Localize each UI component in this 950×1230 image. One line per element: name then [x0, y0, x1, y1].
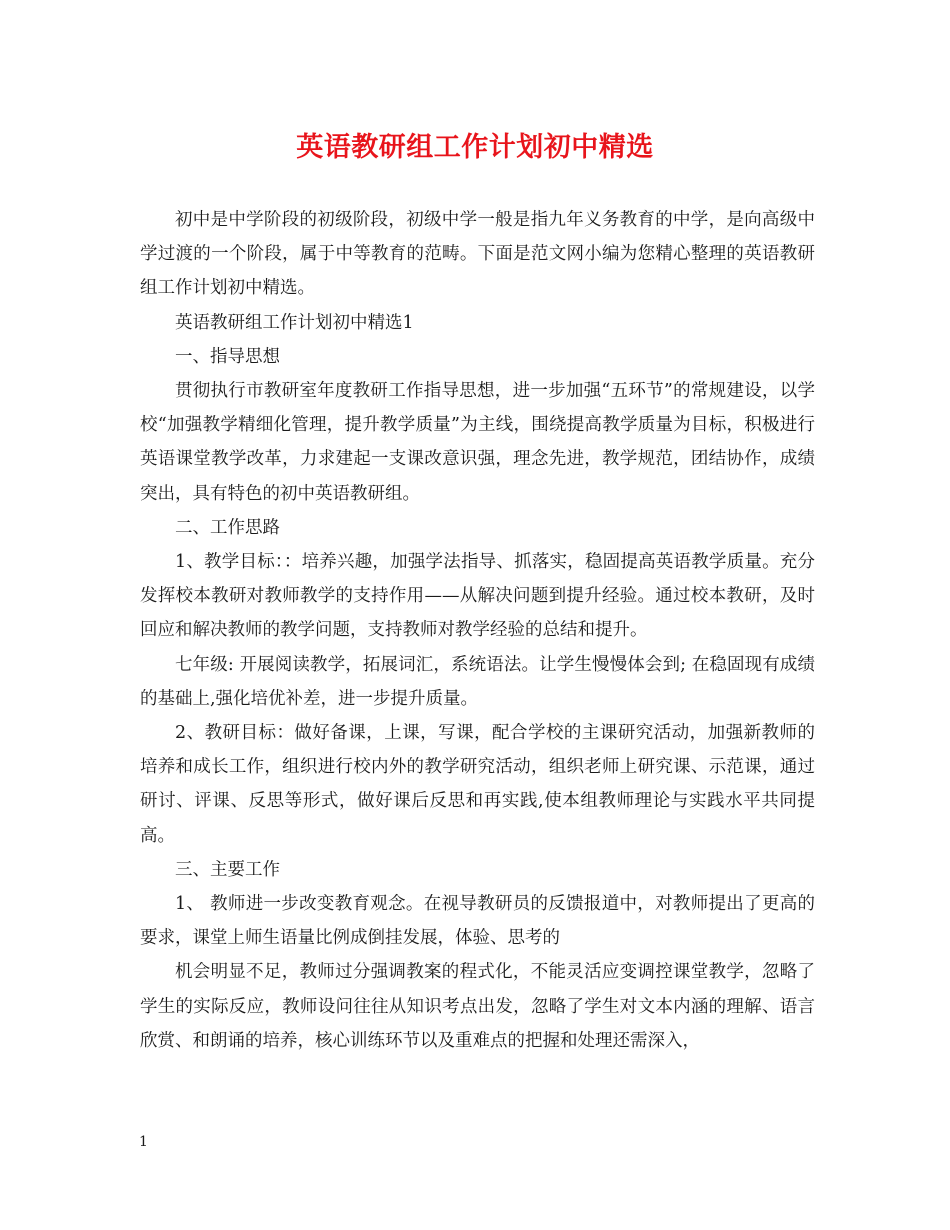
research-goal-paragraph: 2、教研目标：做好备课，上课，写课，配合学校的主课研究活动，加强新教师的培养和成长工作，组织进行校内外的教学研究活动，组织老师上研究课、示范课，通过研讨、评课、反思等形式，做好课后反思和再实践,使本组教师理论与实践水平共同提高。 — [140, 723, 815, 846]
guiding-thought-paragraph: 贯彻执行市教研室年度教研工作指导思想，进一步加强“五环节”的常规建设，以学校“加强教学精细化管理，提升教学质量”为主线，围绕提高教学质量为目标，积极进行英语课堂教学改革，力求建起一支课改意识强，理念先进，教学规范，团结协作，成绩突出，具有特色的初中英语教研组。 — [140, 381, 815, 504]
teaching-goal-paragraph: 1、教学目标：：培养兴趣，加强学法指导、抓落实，稳固提高英语教学质量。充分发挥校本教研对教师教学的支持作用——从解决问题到提升经验。通过校本教研，及时回应和解决教师的教学问题，支持教师对教学经验的总结和提升。 — [140, 552, 815, 641]
section-heading-work-approach: 二、工作思路 — [175, 517, 280, 538]
main-work-item-1: 1、 教师进一步改变教育观念。在视导教研员的反馈报道中，对教师提出了更高的要求，课堂上师生语量比例成倒挂发展，体验、思考的 — [140, 894, 815, 949]
document-title: 英语教研组工作计划初中精选 — [296, 132, 654, 163]
page-number: 1 — [139, 1134, 148, 1150]
intro-paragraph: 初中是中学阶段的初级阶段，初级中学一般是指九年义务教育的中学，是向高级中学过渡的一个阶段，属于中等教育的范畴。下面是范文网小编为您精心整理的英语教研组工作计划初中精选。 — [140, 210, 815, 299]
section-heading-main-work: 三、主要工作 — [175, 859, 280, 880]
section-heading-guiding-thought: 一、指导思想 — [175, 346, 280, 367]
document-body — [140, 203, 815, 1058]
grade-seven-paragraph: 七年级: 开展阅读教学，拓展词汇，系统语法。让学生慢慢体会到; 在稳固现有成绩的基础上,强化培优补差，进一步提升质量。 — [140, 654, 815, 709]
main-work-continuation: 机会明显不足，教师过分强调教案的程式化，不能灵活应变调控课堂教学，忽略了学生的实际反应，教师设问往往从知识考点出发，忽略了学生对文本内涵的理解、语言欣赏、和朗诵的培养，核心训练环节以及重难点的把握和处理还需深入， — [140, 962, 815, 1051]
section-heading-plan-1: 英语教研组工作计划初中精选1 — [175, 312, 414, 333]
